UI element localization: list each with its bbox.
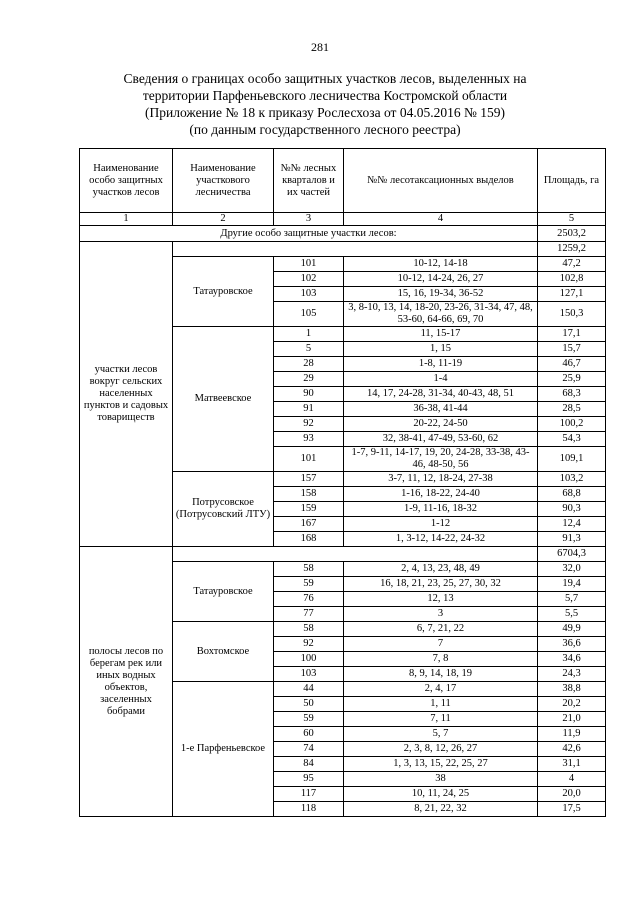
quarter-cell: 102 [274, 272, 344, 287]
plots-cell: 1, 3, 13, 15, 22, 25, 27 [344, 757, 538, 772]
header-cell-quarters: №№ лесных кварталов и их частей [274, 149, 344, 213]
plots-cell: 16, 18, 21, 23, 25, 27, 30, 32 [344, 577, 538, 592]
plots-cell: 32, 38-41, 47-49, 53-60, 62 [344, 432, 538, 447]
area-cell: 32,0 [538, 562, 606, 577]
plots-cell: 20-22, 24-50 [344, 417, 538, 432]
quarter-cell: 58 [274, 562, 344, 577]
plots-cell: 7, 8 [344, 652, 538, 667]
quarter-cell: 50 [274, 697, 344, 712]
section-total-spacer [173, 547, 538, 562]
plots-cell: 1-8, 11-19 [344, 357, 538, 372]
forestry-name: Татауровское [173, 257, 274, 327]
plots-cell: 1, 15 [344, 342, 538, 357]
quarter-cell: 5 [274, 342, 344, 357]
area-cell: 17,1 [538, 327, 606, 342]
area-cell: 103,2 [538, 472, 606, 487]
area-cell: 102,8 [538, 272, 606, 287]
section-name: участки лесов вокруг сельских населенных пунктов и садовых товариществ [80, 242, 173, 547]
plots-cell: 6, 7, 21, 22 [344, 622, 538, 637]
forestry-name: Вохтомское [173, 622, 274, 682]
quarter-cell: 103 [274, 667, 344, 682]
quarter-cell: 95 [274, 772, 344, 787]
title-line: (по данным государственного лесного реестра) [189, 122, 461, 137]
category-label: Другие особо защитные участки лесов: [80, 226, 538, 242]
area-cell: 68,3 [538, 387, 606, 402]
plots-cell: 3 [344, 607, 538, 622]
quarter-cell: 77 [274, 607, 344, 622]
area-cell: 4 [538, 772, 606, 787]
quarter-cell: 118 [274, 802, 344, 817]
area-cell: 49,9 [538, 622, 606, 637]
area-cell: 17,5 [538, 802, 606, 817]
quarter-cell: 167 [274, 517, 344, 532]
plots-cell: 5, 7 [344, 727, 538, 742]
quarter-cell: 58 [274, 622, 344, 637]
quarter-cell: 101 [274, 257, 344, 272]
quarter-cell: 159 [274, 502, 344, 517]
plots-cell: 10, 11, 24, 25 [344, 787, 538, 802]
area-cell: 91,3 [538, 532, 606, 547]
area-cell: 5,7 [538, 592, 606, 607]
title-line: Сведения о границах особо защитных участков лесов, выделенных на [123, 71, 527, 86]
forest-areas-table [79, 148, 606, 817]
plots-cell: 1, 3-12, 14-22, 24-32 [344, 532, 538, 547]
plots-cell: 8, 21, 22, 32 [344, 802, 538, 817]
area-cell: 90,3 [538, 502, 606, 517]
plots-cell: 3-7, 11, 12, 18-24, 27-38 [344, 472, 538, 487]
header-cell-area: Площадь, га [538, 149, 606, 213]
plots-cell: 1-12 [344, 517, 538, 532]
area-cell: 109,1 [538, 447, 606, 472]
section-name: полосы лесов по берегам рек или иных водных объектов, заселенных бобрами [80, 547, 173, 817]
plots-cell: 8, 9, 14, 18, 19 [344, 667, 538, 682]
area-cell: 28,5 [538, 402, 606, 417]
quarter-cell: 92 [274, 637, 344, 652]
document-title [60, 70, 590, 138]
area-cell: 68,8 [538, 487, 606, 502]
plots-cell: 7 [344, 637, 538, 652]
column-number: 2 [173, 213, 274, 226]
plots-cell: 14, 17, 24-28, 31-34, 40-43, 48, 51 [344, 387, 538, 402]
header-cell-forestry: Наименование участкового лесничества [173, 149, 274, 213]
quarter-cell: 29 [274, 372, 344, 387]
area-cell: 54,3 [538, 432, 606, 447]
area-cell: 24,3 [538, 667, 606, 682]
column-number: 1 [80, 213, 173, 226]
quarter-cell: 44 [274, 682, 344, 697]
forestry-name: Матвеевское [173, 327, 274, 472]
area-cell: 127,1 [538, 287, 606, 302]
plots-cell: 38 [344, 772, 538, 787]
category-row [80, 226, 606, 242]
plots-cell: 2, 4, 17 [344, 682, 538, 697]
header-row [80, 149, 606, 213]
area-cell: 36,6 [538, 637, 606, 652]
plots-cell: 3, 8-10, 13, 14, 18-20, 23-26, 31-34, 47, 48, 53-60, 64-66, 69, 70 [344, 302, 538, 327]
title-line: территории Парфеньевского лесничества Костромской области [142, 88, 508, 103]
plots-cell: 15, 16, 19-34, 36-52 [344, 287, 538, 302]
plots-cell: 1-9, 11-16, 18-32 [344, 502, 538, 517]
plots-cell: 1-4 [344, 372, 538, 387]
area-cell: 12,4 [538, 517, 606, 532]
quarter-cell: 28 [274, 357, 344, 372]
column-number: 4 [344, 213, 538, 226]
quarter-cell: 157 [274, 472, 344, 487]
column-number: 3 [274, 213, 344, 226]
header-cell-plots: №№ лесотаксационных выделов [344, 149, 538, 213]
area-cell: 34,6 [538, 652, 606, 667]
forestry-name: Татауровское [173, 562, 274, 622]
area-cell: 25,9 [538, 372, 606, 387]
section-total: 6704,3 [538, 547, 606, 562]
area-cell: 20,0 [538, 787, 606, 802]
section-total-row [80, 547, 606, 562]
area-cell: 19,4 [538, 577, 606, 592]
area-cell: 5,5 [538, 607, 606, 622]
column-number-row [80, 213, 606, 226]
category-total: 2503,2 [538, 226, 606, 242]
quarter-cell: 74 [274, 742, 344, 757]
area-cell: 42,6 [538, 742, 606, 757]
plots-cell: 2, 4, 13, 23, 48, 49 [344, 562, 538, 577]
area-cell: 31,1 [538, 757, 606, 772]
plots-cell: 2, 3, 8, 12, 26, 27 [344, 742, 538, 757]
quarter-cell: 59 [274, 577, 344, 592]
area-cell: 150,3 [538, 302, 606, 327]
area-cell: 47,2 [538, 257, 606, 272]
area-cell: 20,2 [538, 697, 606, 712]
quarter-cell: 105 [274, 302, 344, 327]
quarter-cell: 92 [274, 417, 344, 432]
plots-cell: 36-38, 41-44 [344, 402, 538, 417]
plots-cell: 10-12, 14-18 [344, 257, 538, 272]
plots-cell: 1-16, 18-22, 24-40 [344, 487, 538, 502]
quarter-cell: 91 [274, 402, 344, 417]
header-cell-zone-name: Наименование особо защитных участков лесов [80, 149, 173, 213]
quarter-cell: 84 [274, 757, 344, 772]
quarter-cell: 158 [274, 487, 344, 502]
area-cell: 15,7 [538, 342, 606, 357]
quarter-cell: 1 [274, 327, 344, 342]
area-cell: 11,9 [538, 727, 606, 742]
plots-cell: 1, 11 [344, 697, 538, 712]
page-number: 281 [311, 40, 329, 54]
quarter-cell: 59 [274, 712, 344, 727]
quarter-cell: 101 [274, 447, 344, 472]
forestry-name: Потрусовское (Потрусовский ЛТУ) [173, 472, 274, 547]
quarter-cell: 103 [274, 287, 344, 302]
table-body [80, 149, 606, 817]
area-cell: 46,7 [538, 357, 606, 372]
plots-cell: 7, 11 [344, 712, 538, 727]
quarter-cell: 90 [274, 387, 344, 402]
quarter-cell: 117 [274, 787, 344, 802]
quarter-cell: 93 [274, 432, 344, 447]
quarter-cell: 76 [274, 592, 344, 607]
plots-cell: 11, 15-17 [344, 327, 538, 342]
plots-cell: 1-7, 9-11, 14-17, 19, 20, 24-28, 33-38, 43-46, 48-50, 56 [344, 447, 538, 472]
title-line: (Приложение № 18 к приказу Рослесхоза от 04.05.2016 № 159) [145, 105, 505, 120]
forestry-name: 1-е Парфеньевское [173, 682, 274, 817]
quarter-cell: 100 [274, 652, 344, 667]
section-total: 1259,2 [538, 242, 606, 257]
quarter-cell: 60 [274, 727, 344, 742]
area-cell: 100,2 [538, 417, 606, 432]
section-total-spacer [173, 242, 538, 257]
area-cell: 21,0 [538, 712, 606, 727]
quarter-cell: 168 [274, 532, 344, 547]
plots-cell: 12, 13 [344, 592, 538, 607]
column-number: 5 [538, 213, 606, 226]
section-total-row [80, 242, 606, 257]
area-cell: 38,8 [538, 682, 606, 697]
plots-cell: 10-12, 14-24, 26, 27 [344, 272, 538, 287]
